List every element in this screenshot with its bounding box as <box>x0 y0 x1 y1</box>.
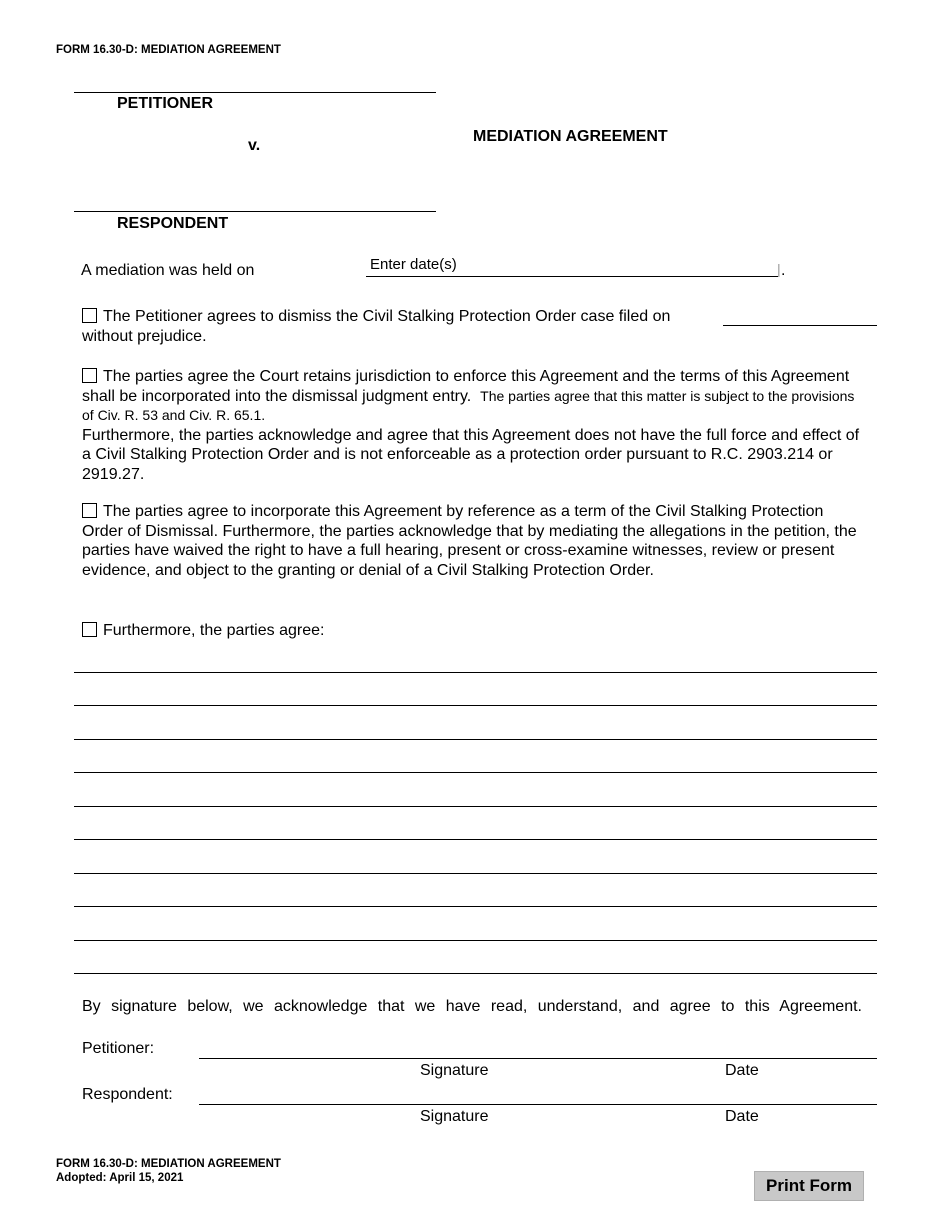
respondent-label: RESPONDENT <box>117 215 229 232</box>
versus-label: v. <box>248 137 261 154</box>
footer <box>56 1157 281 1185</box>
text-cursor-mark: | <box>777 261 781 277</box>
furthermore-clause <box>82 621 872 641</box>
case-filed-date-line[interactable] <box>723 325 877 326</box>
date-period: . <box>781 262 786 279</box>
incorporate-clause <box>82 502 864 580</box>
respondent-signature-label: Respondent: <box>82 1086 173 1103</box>
additional-terms-line[interactable] <box>74 973 877 974</box>
additional-terms-line[interactable] <box>74 705 877 706</box>
footer-adopted-date: Adopted: April 15, 2021 <box>56 1172 184 1184</box>
additional-terms-line[interactable] <box>74 672 877 673</box>
jurisdiction-acknowledge-text: Furthermore, the parties acknowledge and agree that this Agreement does not have the full force and effect of a Civil Stalking Protection Order and is not enforceable as a protection order pursuant to R.C. 2903.214 or 2919.27. <box>82 426 860 483</box>
respondent-signature-line[interactable] <box>199 1104 877 1105</box>
respondent-name-line[interactable] <box>74 211 436 212</box>
furthermore-checkbox[interactable] <box>82 622 97 637</box>
jurisdiction-clause <box>82 367 867 484</box>
dismiss-clause-text: The Petitioner agrees to dismiss the Civil Stalking Protection Order case filed on <box>103 308 671 325</box>
incorporate-clause-text: The parties agree to incorporate this Agreement by reference as a term of the Civil Stalking Protection Order of Dismissal. Furthermore, the parties acknowledge that by mediating the allegations in the petition, the parties have waived the right to have a full hearing, present or cross-examine witnesses, review or present evidence, and object to the granting or denial of a Civil Stalking Protection Order. <box>82 503 857 579</box>
petitioner-name-line[interactable] <box>74 92 436 93</box>
dismiss-clause <box>82 307 872 346</box>
mediation-held-on-text: A mediation was held on <box>81 262 255 279</box>
jurisdiction-civ-rule-text: The parties agree that this matter is subject to the provisions of Civ. R. 53 and Civ. R. 65.1. <box>82 387 855 423</box>
dismiss-checkbox[interactable] <box>82 308 97 323</box>
additional-terms-line[interactable] <box>74 940 877 941</box>
additional-terms-line[interactable] <box>74 839 877 840</box>
respondent-date-caption: Date <box>725 1108 759 1125</box>
additional-terms-line[interactable] <box>74 739 877 740</box>
furthermore-clause-text: Furthermore, the parties agree: <box>103 622 325 639</box>
additional-terms-line[interactable] <box>74 772 877 773</box>
additional-terms-line[interactable] <box>74 806 877 807</box>
acknowledgment-text: By signature below, we acknowledge that we have read, understand, and agree to this Agreement. <box>82 998 862 1015</box>
respondent-signature-caption: Signature <box>420 1108 489 1125</box>
petitioner-signature-caption: Signature <box>420 1062 489 1079</box>
dismiss-clause-text-2: without prejudice. <box>82 327 207 345</box>
jurisdiction-checkbox[interactable] <box>82 368 97 383</box>
additional-terms-line[interactable] <box>74 906 877 907</box>
additional-terms-line[interactable] <box>74 873 877 874</box>
petitioner-signature-line[interactable] <box>199 1058 877 1059</box>
document-title: MEDIATION AGREEMENT <box>473 128 668 145</box>
print-form-button[interactable]: Print Form <box>754 1171 864 1201</box>
jurisdiction-clause-text: The parties agree the Court retains jurisdiction to enforce this Agreement and the terms of this Agreement shall be incorporated into the dismissal judgment entry. <box>82 368 850 405</box>
petitioner-signature-label: Petitioner: <box>82 1040 155 1057</box>
incorporate-checkbox[interactable] <box>82 503 97 518</box>
mediation-date-input[interactable] <box>366 253 778 277</box>
petitioner-label: PETITIONER <box>117 95 214 112</box>
footer-form-title: FORM 16.30-D: MEDIATION AGREEMENT <box>56 1158 281 1170</box>
petitioner-date-caption: Date <box>725 1062 759 1079</box>
form-header: FORM 16.30-D: MEDIATION AGREEMENT <box>56 44 281 56</box>
